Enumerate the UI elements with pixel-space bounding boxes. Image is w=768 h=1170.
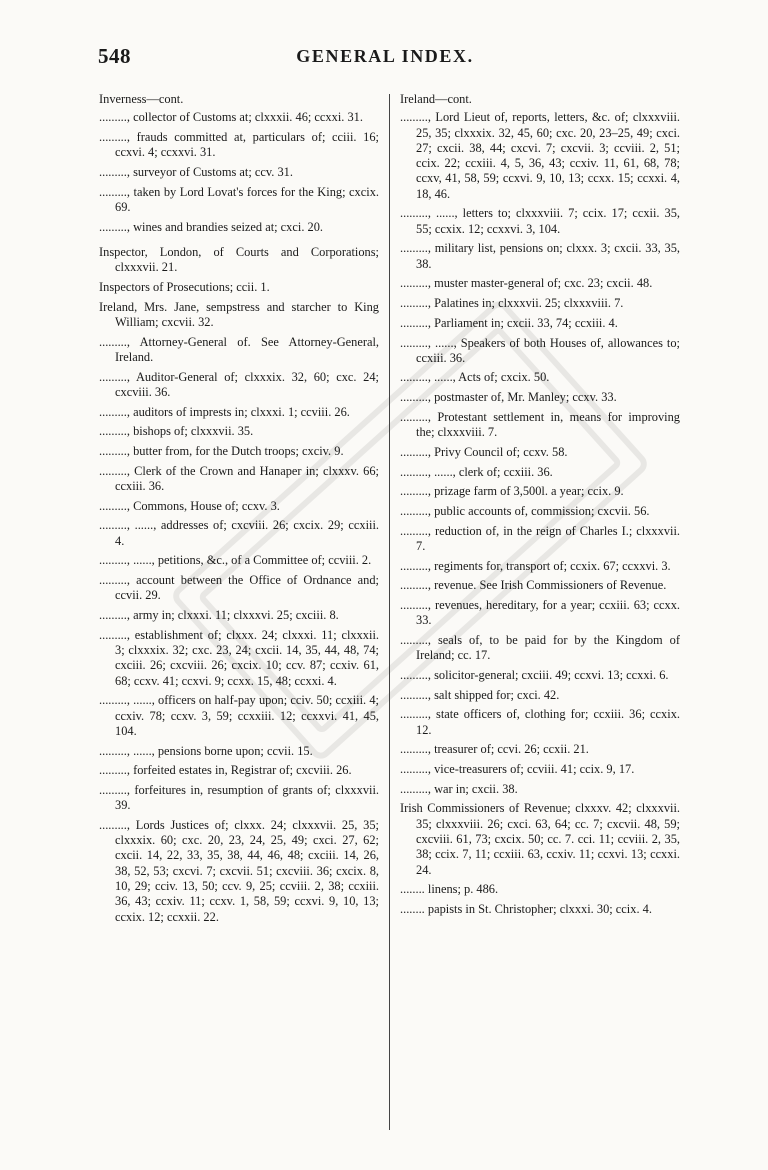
index-entry: ........., Attorney-General of. See Attorney-General, Ireland. <box>99 334 379 364</box>
index-entry: ........., reduction of, in the reign of Charles I.; clxxxvii. 7. <box>400 523 680 553</box>
index-entry: ........., regiments for, transport of; ccxix. 67; ccxxvi. 3. <box>400 558 671 573</box>
index-entry: ........., army in; clxxxi. 11; clxxxvi. 25; cxciii. 8. <box>99 607 339 622</box>
page-header <box>98 44 672 74</box>
index-entry: ........., muster master-general of; cxc. 23; cxcii. 48. <box>400 276 653 291</box>
index-entry: ........., ......, petitions, &c., of a Committee of; ccviii. 2. <box>99 553 372 568</box>
index-entry: ........., war in; cxcii. 38. <box>400 781 518 796</box>
index-entry: ........., public accounts of, commission; cxcvii. 56. <box>400 503 650 518</box>
left-column <box>99 92 379 929</box>
index-entry: ........., Lords Justices of; clxxx. 24; clxxxvii. 25, 35; clxxxix. 60; cxc. 20, 23, 24, 25, 49; cxci. 27, 62; cxcii. 14, 22, 33, 35, 38, 44, 46, 48; cxciii. 14, 26, 38, 52, 53; cxcvi. 7; cxcvii. 51; cxcviii. 36; cxcix. 8, 10, 29; cciv. 13, 50; ccv. 9, 25; ccviii. 2, 38; ccxiii. 36, 43; ccxiv. 11; ccxv. 1, 58, 59; ccxvi. 9, 10, 13; ccxix. 12; ccxxii. 22. <box>99 817 379 924</box>
index-entry: ........., Parliament in; cxcii. 33, 74; ccxiii. 4. <box>400 315 618 330</box>
index-entry: ........., Auditor-General of; clxxxix. 32, 60; cxc. 24; cxcviii. 36. <box>99 369 379 399</box>
index-entry: Irish Commissioners of Revenue; clxxxv. 42; clxxxvii. 35; clxxxviii. 26; cxci. 63, 64; cc. 7; cxcvii. 48, 59; cxcviii. 61, 73; cxcix. 50; cc. 7. cci. 11; ccviii. 2, 35, 38; ccix. 7, 11; ccxiii. 63, ccxiv. 11; ccxvi. 13; ccxxi. 24. <box>400 801 680 877</box>
index-entry: ........., ......, officers on half-pay upon; cciv. 50; ccxiii. 4; ccxiv. 78; ccxv. 3, 59; ccxxiii. 12; ccxxvi. 41, 45, 104. <box>99 693 379 738</box>
index-entry: ........ linens; p. 486. <box>400 882 499 897</box>
index-entry: ........., Palatines in; clxxxvii. 25; clxxxviii. 7. <box>400 296 624 311</box>
index-entry: ........., military list, pensions on; clxxx. 3; cxcii. 33, 35, 38. <box>400 241 680 271</box>
index-entry: ........., Privy Council of; ccxv. 58. <box>400 444 568 459</box>
index-entry: ........., salt shipped for; cxci. 42. <box>400 687 560 702</box>
index-entry: ........., ......, pensions borne upon; ccvii. 15. <box>99 743 313 758</box>
index-entry: ........., forfeitures in, resumption of grants of; clxxxvii. 39. <box>99 782 379 813</box>
index-entry: ........., revenues, hereditary, for a year; ccxiii. 63; ccxx. 33. <box>400 597 680 628</box>
index-entry: ........., bishops of; clxxxvii. 35. <box>99 424 254 439</box>
column-divider <box>389 94 390 1130</box>
index-entry: ........., Clerk of the Crown and Hanaper in; clxxxv. 66; ccxiii. 36. <box>99 463 379 493</box>
index-entry: ........., surveyor of Customs at; ccv. 31. <box>99 164 293 179</box>
index-entry: ........., Lord Lieut of, reports, letters, &c. of; clxxxviii. 25, 35; clxxxix. 32, 45, 60; cxc. 20, 23–25, 49; cxci. 27; cxcii. 38, 44; cxcvi. 7; cxcvii. 3; ccviii. 2, 51; ccix. 22; ccxiii. 4, 5, 36, 43; ccxiv. 11, 61, 68, 78; ccxv, 41, 58, 59; ccxvi. 9, 10, 13; ccxx. 15; ccxxi. 4, 18, 46. <box>400 110 680 201</box>
index-entry: ........., wines and brandies seized at; cxci. 20. <box>99 219 323 234</box>
index-entry: ........., prizage farm of 3,500l. a year; ccix. 9. <box>400 484 624 499</box>
index-entry: ........., Protestant settlement in, means for improving the; clxxxviii. 7. <box>400 409 680 440</box>
index-entry: ........., treasurer of; ccvi. 26; ccxii. 21. <box>400 742 589 757</box>
index-entry: Inspector, London, of Courts and Corporations; clxxxvii. 21. <box>99 244 379 275</box>
index-entry: ........., butter from, for the Dutch troops; cxciv. 9. <box>99 443 344 458</box>
index-entry: ........., taken by Lord Lovat's forces for the King; cxcix. 69. <box>99 184 379 214</box>
index-entry: Ireland, Mrs. Jane, sempstress and starcher to King William; cxcvii. 32. <box>99 299 379 329</box>
index-entry: ........., revenue. See Irish Commissioners of Revenue. <box>400 578 667 593</box>
index-entry: ........., ......, Acts of; cxcix. 50. <box>400 370 550 385</box>
index-entry: ........., postmaster of, Mr. Manley; ccxv. 33. <box>400 390 617 405</box>
index-entry: ........., state officers of, clothing for; ccxiii. 36; ccxix. 12. <box>400 707 680 737</box>
right-column <box>400 92 680 922</box>
index-entry: ........., ......, letters to; clxxxviii. 7; ccix. 17; ccxii. 35, 55; ccxix. 12; ccxxvi. 3, 104. <box>400 206 680 236</box>
index-entry: ........., account between the Office of Ordnance and; ccvii. 29. <box>99 572 379 603</box>
left-column-heading: Inverness—cont. <box>99 92 184 106</box>
index-entry: ........., solicitor-general; cxciii. 49; ccxvi. 13; ccxxi. 6. <box>400 667 669 682</box>
index-entry: ........., ......, addresses of; cxcviii. 26; cxcix. 29; ccxiii. 4. <box>99 518 379 548</box>
page-number: 548 <box>98 44 131 68</box>
index-entry: ........., auditors of imprests in; clxxxi. 1; ccviii. 26. <box>99 404 350 419</box>
index-entry: ........., frauds committed at, particulars of; cciii. 16; ccxvi. 4; ccxxvi. 31. <box>99 129 379 160</box>
index-entry: ........., seals of, to be paid for by the Kingdom of Ireland; cc. 17. <box>400 632 680 663</box>
index-entry: ........., ......, clerk of; ccxiii. 36. <box>400 464 553 479</box>
index-entry: Inspectors of Prosecutions; ccii. 1. <box>99 279 270 294</box>
index-entry: ........ papists in St. Christopher; clxxxi. 30; ccix. 4. <box>400 901 652 916</box>
index-entry: ........., establishment of; clxxx. 24; clxxxi. 11; clxxxii. 3; clxxxix. 32; cxc. 23, 24; cxcii. 14, 35, 44, 48, 74; cxciii. 26; cxcviii. 26; cxcix. 10; ccv. 87; ccxiv. 61, 68; ccxv. 41; ccxvi. 9; ccxx. 15, 48; ccxxi. 4. <box>99 627 379 688</box>
index-entry: ........., forfeited estates in, Registrar of; cxcviii. 26. <box>99 763 352 778</box>
index-entry: ........., Commons, House of; ccxv. 3. <box>99 498 280 513</box>
running-head: GENERAL INDEX. <box>296 46 474 66</box>
right-column-heading: Ireland—cont. <box>400 92 472 106</box>
index-entry: ........., vice-treasurers of; ccviii. 41; ccix. 9, 17. <box>400 761 635 776</box>
index-entry: ........., collector of Customs at; clxxxii. 46; ccxxi. 31. <box>99 110 363 125</box>
index-entry: ........., ......, Speakers of both Houses of, allowances to; ccxiii. 36. <box>400 335 680 365</box>
